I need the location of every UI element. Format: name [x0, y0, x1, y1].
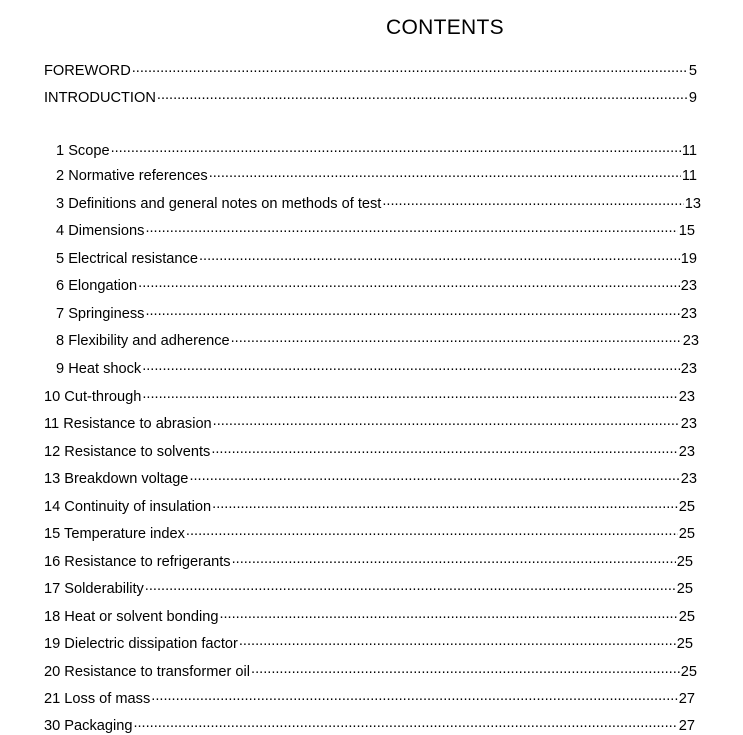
- toc-entry-page: 25: [678, 526, 695, 542]
- toc-entry-label: 20 Resistance to transformer oil: [44, 664, 251, 680]
- toc-leader-dots: [211, 442, 677, 456]
- toc-entry-page: 27: [678, 691, 695, 707]
- toc-entry-5[interactable]: [56, 249, 697, 268]
- toc-entry-label: 19 Dielectric dissipation factor: [44, 636, 238, 652]
- toc-entry-label: 2 Normative references: [56, 168, 208, 184]
- toc-entry-label: 17 Solderability: [44, 581, 144, 597]
- toc-entry-page: 23: [680, 416, 697, 432]
- toc-entry-label: 9 Heat shock: [56, 361, 142, 377]
- toc-entry-7[interactable]: [56, 304, 697, 323]
- toc-entry-label: 3 Definitions and general notes on methods of test: [56, 196, 382, 212]
- toc-entry-label: FOREWORD: [44, 63, 131, 79]
- toc-entry-label: 5 Electrical resistance: [56, 251, 198, 267]
- toc-entry-19[interactable]: [44, 634, 693, 653]
- toc-entry-label: 11 Resistance to abrasion: [44, 416, 212, 432]
- toc-leader-dots: [189, 469, 679, 483]
- toc-leader-dots: [382, 194, 683, 208]
- toc-entry-page: 25: [676, 636, 693, 652]
- toc-entry-9[interactable]: [56, 359, 697, 378]
- toc-entry-label: 4 Dimensions: [56, 223, 145, 239]
- toc-entry-label: 6 Elongation: [56, 278, 138, 294]
- toc-entry-label: 13 Breakdown voltage: [44, 471, 189, 487]
- toc-leader-dots: [213, 414, 680, 428]
- toc-entry-14[interactable]: [44, 497, 695, 516]
- toc-leader-dots: [151, 689, 677, 703]
- toc-entry-page: 25: [676, 581, 693, 597]
- toc-leader-dots: [199, 249, 680, 263]
- toc-entry-label: 14 Continuity of insulation: [44, 499, 212, 515]
- toc-entry-12[interactable]: [44, 442, 695, 461]
- toc-entry-3[interactable]: [56, 194, 701, 213]
- toc-entry-11[interactable]: [44, 414, 697, 433]
- toc-entry-17[interactable]: [44, 579, 693, 598]
- toc-entry-page: 25: [678, 609, 695, 625]
- toc-entry-page: 19: [680, 251, 697, 267]
- toc-entry-10[interactable]: [44, 387, 695, 406]
- toc-introduction[interactable]: [44, 88, 697, 107]
- toc-entry-page: 23: [682, 333, 699, 349]
- toc-leader-dots: [138, 276, 680, 290]
- toc-leader-dots: [209, 166, 681, 180]
- toc-entry-label: 30 Packaging: [44, 718, 133, 734]
- toc-leader-dots: [231, 331, 682, 345]
- toc-entry-label: 8 Flexibility and adherence: [56, 333, 230, 349]
- toc-leader-dots: [145, 304, 679, 318]
- toc-leader-dots: [111, 141, 681, 155]
- toc-entry-page: 23: [680, 361, 697, 377]
- toc-entry-13[interactable]: [44, 469, 697, 488]
- toc-leader-dots: [142, 387, 677, 401]
- toc-leader-dots: [251, 662, 680, 676]
- toc-entry-16[interactable]: [44, 552, 693, 571]
- toc-entry-page: 13: [684, 196, 701, 212]
- toc-entry-30[interactable]: [44, 716, 695, 735]
- toc-leader-dots: [186, 524, 678, 538]
- toc-entry-page: 11: [681, 168, 697, 184]
- toc-entry-page: 23: [680, 471, 697, 487]
- toc-entry-8[interactable]: [56, 331, 699, 350]
- toc-entry-label: 21 Loss of mass: [44, 691, 151, 707]
- toc-entry-page: 9: [688, 90, 697, 106]
- toc-entry-page: 23: [680, 306, 697, 322]
- toc-entry-label: 18 Heat or solvent bonding: [44, 609, 219, 625]
- toc-leader-dots: [232, 552, 676, 566]
- toc-entry-label: 1 Scope: [56, 143, 110, 159]
- toc-entry-page: 5: [688, 63, 697, 79]
- toc-entry-label: 10 Cut-through: [44, 389, 142, 405]
- toc-entry-label: 7 Springiness: [56, 306, 145, 322]
- toc-foreword[interactable]: [44, 61, 697, 80]
- toc-leader-dots: [239, 634, 676, 648]
- toc-entry-page: 23: [680, 278, 697, 294]
- toc-entry-15[interactable]: [44, 524, 695, 543]
- toc-leader-dots: [145, 221, 677, 235]
- toc-entry-page: 23: [678, 389, 695, 405]
- toc-entry-label: 12 Resistance to solvents: [44, 444, 211, 460]
- toc-entry-1[interactable]: [56, 141, 697, 160]
- toc-entry-2[interactable]: [56, 166, 697, 185]
- toc-entry-label: 16 Resistance to refrigerants: [44, 554, 231, 570]
- toc-entry-page: 15: [678, 223, 695, 239]
- toc-leader-dots: [142, 359, 680, 373]
- toc-leader-dots: [157, 88, 688, 102]
- toc-entry-20[interactable]: [44, 662, 697, 681]
- toc-entry-21[interactable]: [44, 689, 695, 708]
- toc-leader-dots: [219, 607, 677, 621]
- toc-leader-dots: [145, 579, 676, 593]
- toc-leader-dots: [132, 61, 688, 75]
- toc-entry-6[interactable]: [56, 276, 697, 295]
- toc-entry-label: INTRODUCTION: [44, 90, 156, 106]
- page-title: CONTENTS: [386, 16, 504, 39]
- toc-leader-dots: [212, 497, 678, 511]
- toc-entry-page: 25: [676, 554, 693, 570]
- toc-entry-page: 23: [678, 444, 695, 460]
- toc-entry-page: 11: [681, 143, 697, 159]
- toc-entry-page: 25: [678, 499, 695, 515]
- toc-entry-label: 15 Temperature index: [44, 526, 185, 542]
- toc-entry-page: 25: [680, 664, 697, 680]
- toc-entry-page: 27: [678, 718, 695, 734]
- toc-entry-4[interactable]: [56, 221, 695, 240]
- toc-entry-18[interactable]: [44, 607, 695, 626]
